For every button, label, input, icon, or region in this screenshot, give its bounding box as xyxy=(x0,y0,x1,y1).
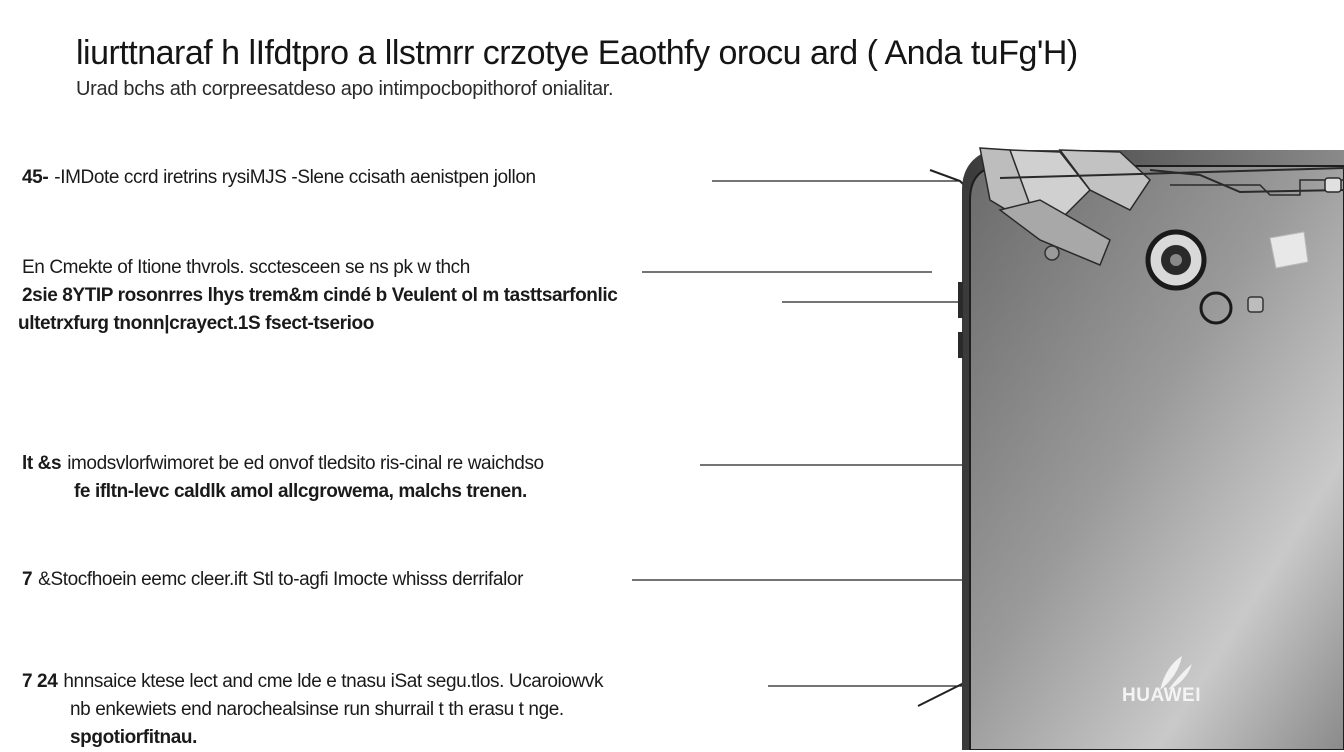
annotation-4-line-1: &Stocfhoein eemc cleer.ift Stl to-agfi Imocte whisss derrifalor xyxy=(38,569,524,590)
annotation-2-line-2: 2sie 8YTIP rosonrres lhys trem&m cindé b Veulent ol m tasttsarfonlic xyxy=(22,285,618,306)
annotation-4-number: 7 xyxy=(22,569,33,590)
annotation-1-line-1: -IMDote ccrd iretrins rysiMJS -Slene ccisath aenistpen jollon xyxy=(54,167,536,188)
annotation-5-line-3: spgotiorfitnau. xyxy=(70,727,197,748)
flash-icon xyxy=(1248,297,1263,312)
diagram-title: liurttnaraf h lIfdtpro a llstmrr crzotye Eaothfy orocu ard ( Anda tuFg'H) xyxy=(76,34,1078,72)
annotation-5-number: 7 24 xyxy=(22,671,58,692)
phone-side-button-2 xyxy=(958,332,963,358)
annotation-2-line-3: ultetrxfurg tnonn|crayect.1S fsect-tserioo xyxy=(18,313,374,334)
sensor-dot-icon xyxy=(1045,246,1059,260)
annotation-3-line-1: imodsvlorfwimoret be ed onvof tledsito ris-cinal re waichdso xyxy=(67,453,544,474)
annotation-3-number: lt &s xyxy=(22,453,62,474)
annotation-5-line-2: nb enkewiets end narochealsinse run shurrail t th erasu t nge. xyxy=(70,699,564,720)
diagram-subtitle: Urad bchs ath corpreesatdeso apo intimpocbopithorof onialitar. xyxy=(76,78,614,100)
brand-label: HUAWEI xyxy=(1122,685,1201,706)
annotation-1-number: 45- xyxy=(22,167,49,188)
annotation-5-line-1: hnnsaice ktese lect and cme lde e tnasu iSat segu.tlos. Ucaroiowvk xyxy=(63,671,604,692)
phone-side-button-1 xyxy=(958,282,963,318)
annotation-3-line-2: fe ifltn-levc caldlk amol allcgrowema, malchs trenen. xyxy=(74,481,527,502)
annotation-2-line-1: En Cmekte of Itione thvrols. scctesceen se ns pk w thch xyxy=(22,257,470,278)
badge-icon xyxy=(1270,232,1308,268)
